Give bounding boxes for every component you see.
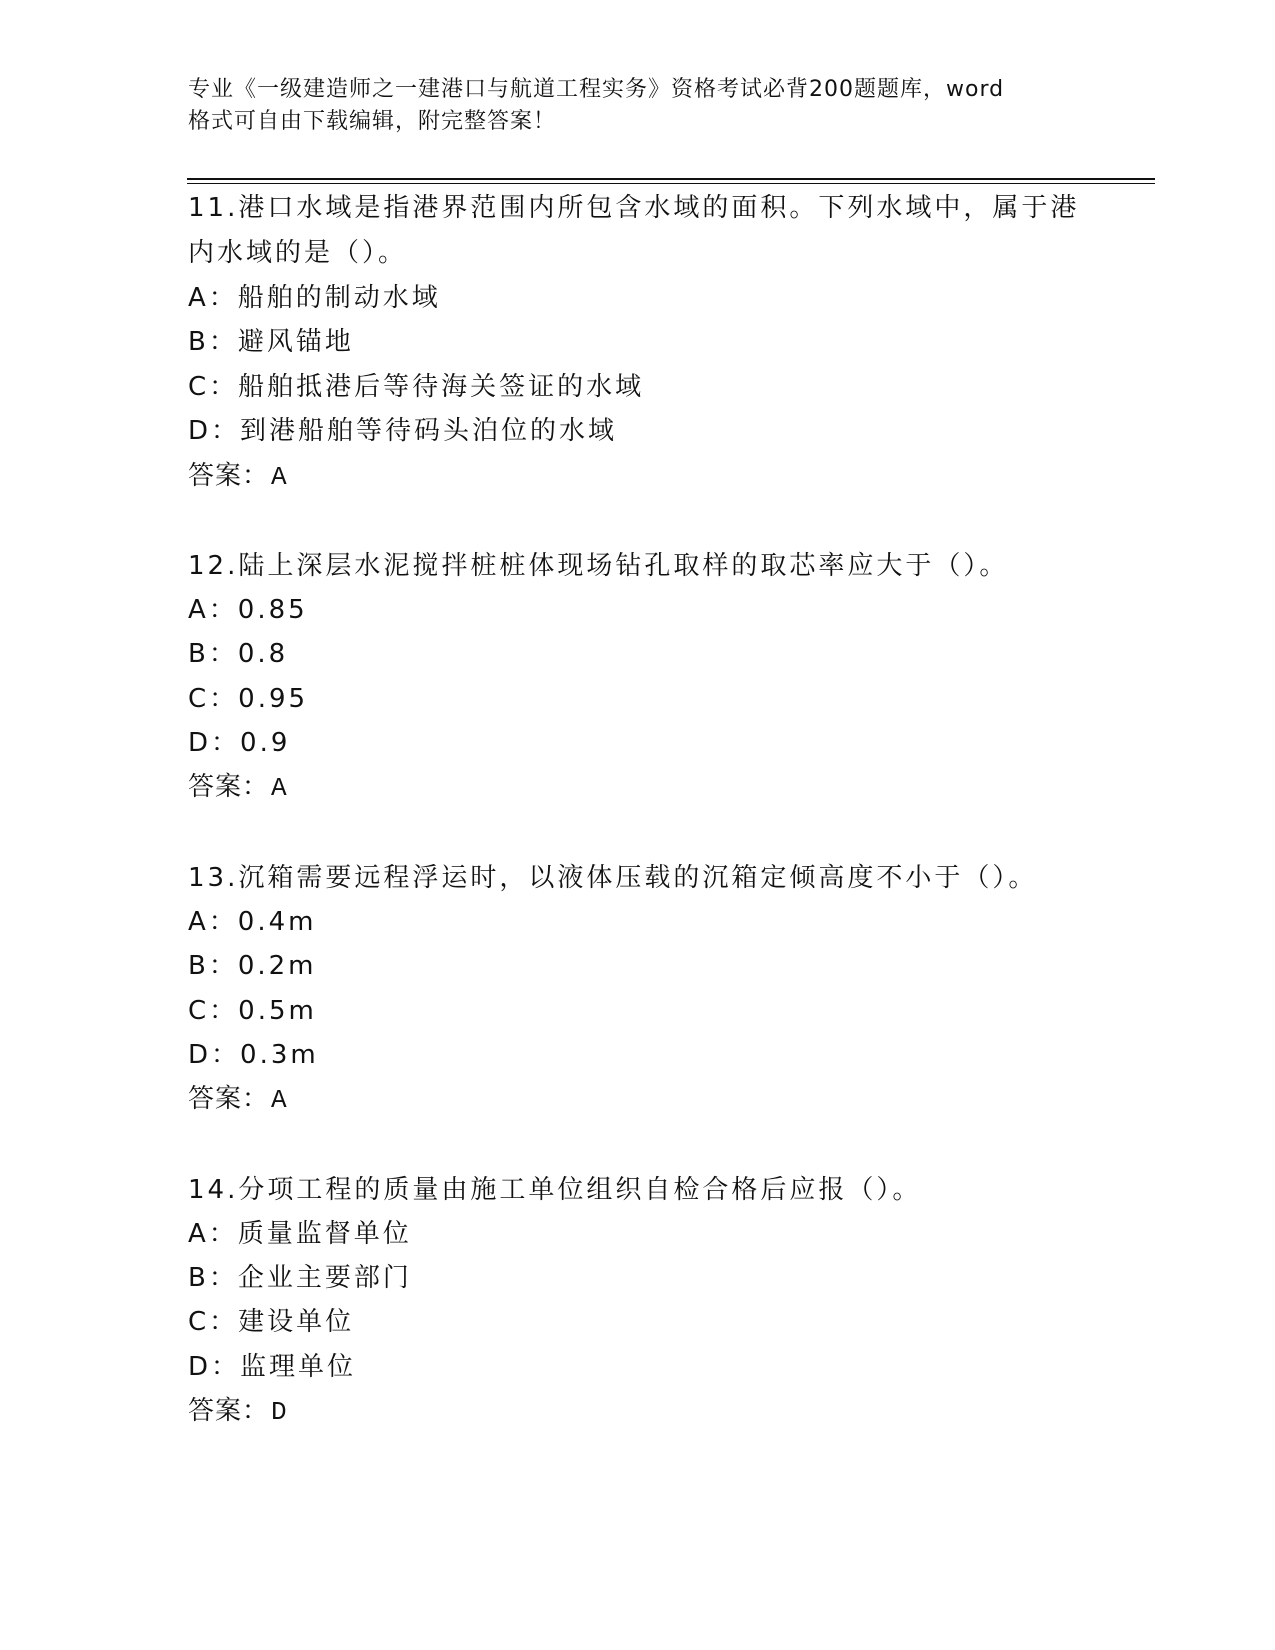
question-13-option-a: A：0.4m [188,907,317,937]
question-12-text: 12.陆上深层水泥搅拌桩桩体现场钻孔取样的取芯率应大于（）。 [188,551,1009,581]
question-13-option-d: D：0.3m [188,1040,319,1070]
question-11-option-b: B：避风锚地 [188,327,354,357]
question-12-option-d: D：0.9 [188,728,291,758]
question-13-option-b: B：0.2m [188,951,317,981]
question-13-option-c: C：0.5m [188,996,317,1026]
question-12-option-b: B：0.8 [188,639,289,669]
question-11-option-d: D：到港船舶等待码头泊位的水域 [188,416,618,446]
answer-label: 答案： [188,1084,270,1114]
question-13-text: 13.沉箱需要远程浮运时，以液体压载的沉箱定倾高度不小于（）。 [188,863,1038,893]
question-14-answer [188,1395,288,1428]
answer-label: 答案： [188,772,270,802]
question-12-option-a: A：0.85 [188,595,308,625]
document-header [188,74,1088,138]
answer-label: 答案： [188,1396,270,1426]
question-13-answer [188,1083,288,1116]
header-line-2: 格式可自由下载编辑，附完整答案！ [188,109,557,134]
question-14-option-b: B：企业主要部门 [188,1263,412,1293]
question-14-option-c: C：建设单位 [188,1307,355,1337]
question-11-option-a: A：船舶的制动水域 [188,283,441,313]
header-line-1: 专业《一级建造师之一建港口与航道工程实务》资格考试必背200题题库，word [188,77,1005,102]
question-14-option-d: D：监理单位 [188,1352,357,1382]
question-11-option-c: C：船舶抵港后等待海关签证的水域 [188,372,645,402]
answer-value: A [271,462,288,492]
header-divider-thick [187,178,1155,180]
question-14-option-a: A：质量监督单位 [188,1219,412,1249]
question-11-answer [188,460,288,493]
question-11-line-1: 11.港口水域是指港界范围内所包含水域的面积。下列水域中，属于港 [188,193,1080,223]
header-divider-thin [187,183,1155,184]
answer-value: A [271,773,288,803]
question-14-text: 14.分项工程的质量由施工单位组织自检合格后应报（）。 [188,1175,922,1205]
question-12-option-c: C：0.95 [188,684,309,714]
answer-value: A [271,1085,288,1115]
answer-value: D [271,1397,288,1427]
question-12-answer [188,771,288,804]
question-11-line-2: 内水域的是（）。 [188,238,408,268]
question-11-text [188,186,1088,276]
answer-label: 答案： [188,461,270,491]
